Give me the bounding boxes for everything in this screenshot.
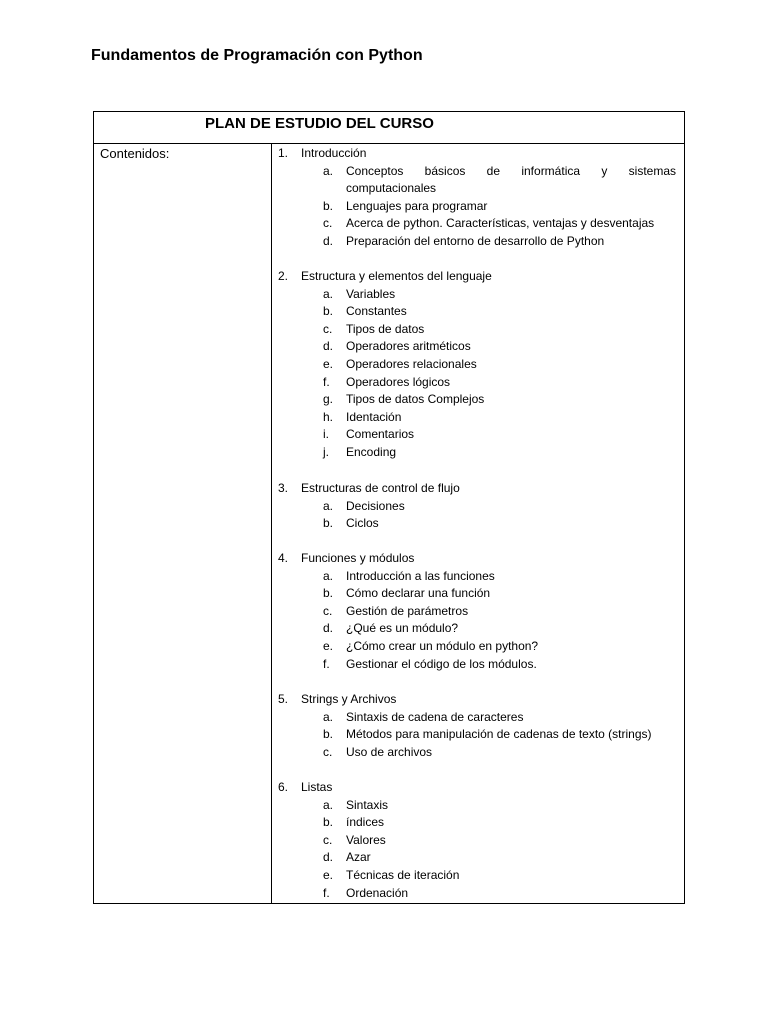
list-item <box>272 867 684 885</box>
item-letter: b. <box>323 516 334 531</box>
list-item <box>272 620 684 638</box>
list-item <box>272 356 684 374</box>
contents-cell <box>272 144 684 903</box>
item-text: Operadores relacionales <box>346 356 477 371</box>
item-text: Lenguajes para programar <box>346 198 488 213</box>
section-heading <box>272 480 684 498</box>
section-heading <box>272 145 684 163</box>
item-text: Ordenación <box>346 885 409 900</box>
list-item <box>272 321 684 339</box>
item-letter: a. <box>323 568 334 583</box>
item-text: Gestionar el código de los módulos. <box>346 656 537 671</box>
item-letter: j. <box>323 444 329 459</box>
section-number: 3. <box>278 481 289 495</box>
item-letter: e. <box>323 356 334 371</box>
item-letter: b. <box>323 586 334 601</box>
list-item <box>272 603 684 621</box>
item-letter: d. <box>323 850 334 865</box>
list-item <box>272 391 684 409</box>
item-letter: a. <box>323 709 334 724</box>
section-control-flujo <box>272 480 684 533</box>
section-introduccion <box>272 145 684 251</box>
item-text: Decisiones <box>346 498 405 513</box>
item-text: Cómo declarar una función <box>346 586 491 601</box>
item-letter: f. <box>323 656 330 671</box>
section-number: 4. <box>278 551 289 565</box>
list-item <box>272 338 684 356</box>
section-strings-archivos <box>272 691 684 761</box>
study-plan-table <box>93 111 685 904</box>
list-item <box>272 656 684 674</box>
item-text: Ciclos <box>346 516 379 531</box>
item-letter: a. <box>323 163 334 178</box>
item-text: Sintaxis de cadena de caracteres <box>346 709 524 724</box>
item-text: Comentarios <box>346 427 415 442</box>
item-letter: a. <box>323 797 334 812</box>
item-letter: i. <box>323 427 329 442</box>
list-item <box>272 498 684 516</box>
item-letter: c. <box>323 603 333 618</box>
item-text: Introducción a las funciones <box>346 568 495 583</box>
list-item <box>272 885 684 903</box>
contents-label: Contenidos: <box>100 146 170 161</box>
list-item <box>272 198 684 216</box>
item-text: Uso de archivos <box>346 744 433 759</box>
list-item <box>272 409 684 427</box>
item-text: Encoding <box>346 444 397 459</box>
section-number: 6. <box>278 780 289 794</box>
list-item <box>272 709 684 727</box>
item-letter: h. <box>323 409 334 424</box>
list-item <box>272 303 684 321</box>
item-text: Azar <box>346 850 371 865</box>
item-letter: d. <box>323 621 334 636</box>
plan-title: PLAN DE ESTUDIO DEL CURSO <box>205 115 434 132</box>
section-number: 2. <box>278 269 289 283</box>
item-letter: f. <box>323 885 330 900</box>
item-letter: c. <box>323 832 333 847</box>
item-text: Operadores aritméticos <box>346 339 471 354</box>
section-label: Estructura y elementos del lenguaje <box>301 269 492 283</box>
list-item <box>272 832 684 850</box>
item-letter: b. <box>323 198 334 213</box>
item-text: Técnicas de iteración <box>346 867 460 882</box>
list-item <box>272 215 684 233</box>
list-item <box>272 585 684 603</box>
item-letter: b. <box>323 727 334 742</box>
list-item <box>272 374 684 392</box>
section-number: 5. <box>278 692 289 706</box>
section-heading <box>272 550 684 568</box>
item-text: Métodos para manipulación de cadenas de texto (strings) <box>346 727 652 742</box>
document-title: Fundamentos de Programación con Python <box>91 47 423 64</box>
item-letter: c. <box>323 744 333 759</box>
section-label: Strings y Archivos <box>301 692 397 706</box>
item-text: Operadores lógicos <box>346 374 451 389</box>
item-letter: b. <box>323 304 334 319</box>
list-item <box>272 726 684 744</box>
list-item <box>272 426 684 444</box>
list-item <box>272 849 684 867</box>
item-letter: g. <box>323 392 334 407</box>
list-item <box>272 814 684 832</box>
section-label: Estructuras de control de flujo <box>301 481 460 495</box>
item-letter: c. <box>323 321 333 336</box>
item-text: ¿Cómo crear un módulo en python? <box>346 638 539 653</box>
item-text: ¿Qué es un módulo? <box>346 621 459 636</box>
list-item <box>272 744 684 762</box>
list-item <box>272 515 684 533</box>
item-letter: d. <box>323 339 334 354</box>
item-text: Tipos de datos <box>346 321 425 336</box>
list-item <box>272 638 684 656</box>
item-letter: d. <box>323 233 334 248</box>
item-text: Tipos de datos Complejos <box>346 392 485 407</box>
item-text: Valores <box>346 832 386 847</box>
table-header <box>94 112 684 144</box>
item-text: Identación <box>346 409 402 424</box>
item-letter: e. <box>323 638 334 653</box>
list-item <box>272 444 684 462</box>
section-label: Listas <box>301 780 333 794</box>
item-text: Preparación del entorno de desarrollo de Python <box>346 233 605 248</box>
item-text: Gestión de parámetros <box>346 603 469 618</box>
section-label: Introducción <box>301 146 367 160</box>
item-letter: a. <box>323 286 334 301</box>
section-heading <box>272 691 684 709</box>
item-text: Conceptos básicos de informática y sistemas computacionales <box>346 163 676 196</box>
list-item <box>272 286 684 304</box>
item-letter: b. <box>323 815 334 830</box>
item-text: índices <box>346 815 385 830</box>
item-text: Variables <box>346 286 396 301</box>
item-letter: a. <box>323 498 334 513</box>
list-item <box>272 797 684 815</box>
list-item <box>272 568 684 586</box>
section-estructura <box>272 268 684 462</box>
item-letter: e. <box>323 867 334 882</box>
list-item <box>272 233 684 251</box>
list-item <box>272 163 684 198</box>
section-heading <box>272 268 684 286</box>
item-text: Sintaxis <box>346 797 389 812</box>
section-funciones <box>272 550 684 673</box>
item-letter: f. <box>323 374 330 389</box>
item-text: Constantes <box>346 304 407 319</box>
section-listas <box>272 779 684 902</box>
section-label: Funciones y módulos <box>301 551 415 565</box>
section-number: 1. <box>278 146 289 160</box>
item-letter: c. <box>323 216 333 231</box>
section-heading <box>272 779 684 797</box>
item-text: Acerca de python. Características, ventajas y desventajas <box>346 216 655 231</box>
